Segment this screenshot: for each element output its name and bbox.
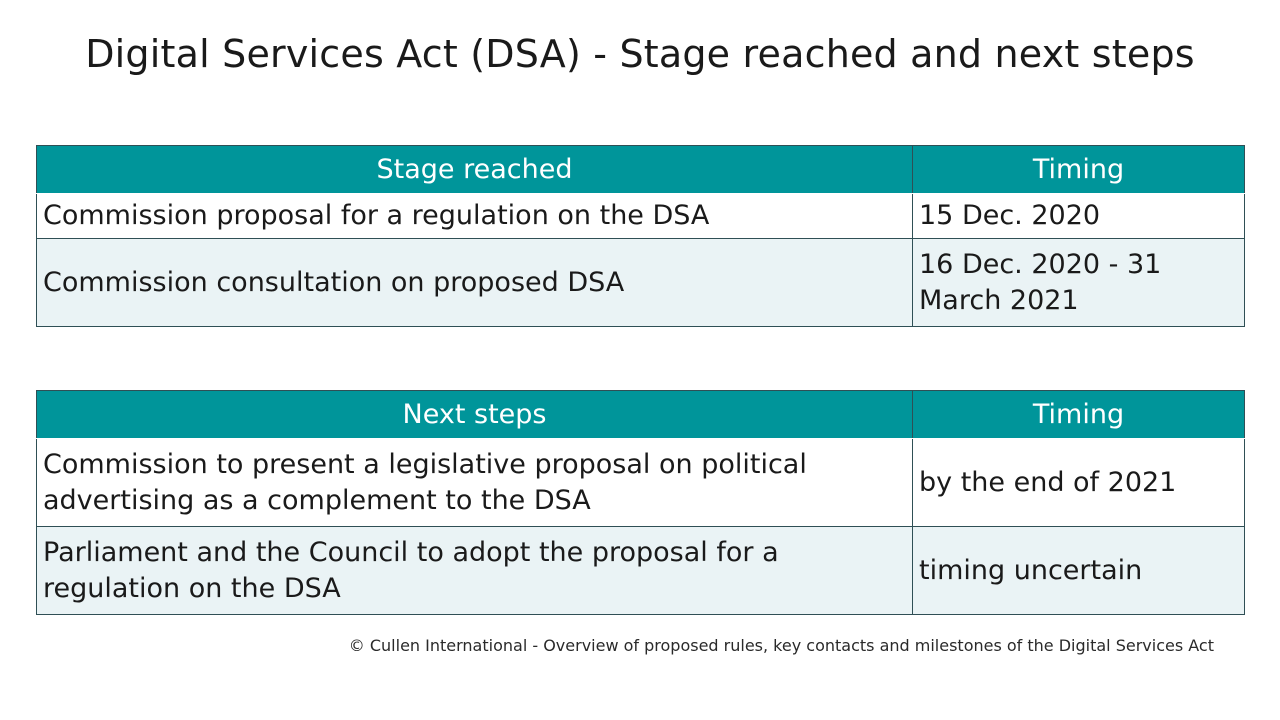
table-row (37, 194, 1245, 239)
copyright-footer: © Cullen International - Overview of proposed rules, key contacts and milestones of the Digital Services Act (348, 636, 1214, 655)
column-header-stage: Stage reached (37, 146, 913, 194)
step-cell: Parliament and the Council to adopt the proposal for a regulation on the DSA (37, 527, 913, 615)
column-header-timing: Timing (913, 146, 1245, 194)
table-header-row (37, 146, 1245, 194)
column-header-next-steps: Next steps (37, 391, 913, 439)
stage-cell: Commission proposal for a regulation on the DSA (37, 194, 913, 239)
table-row (37, 439, 1245, 527)
timing-cell: 15 Dec. 2020 (913, 194, 1245, 239)
table-row (37, 239, 1245, 327)
table-header-row (37, 391, 1245, 439)
step-cell: Commission to present a legislative proposal on political advertising as a complement to the DSA (37, 439, 913, 527)
column-header-timing: Timing (913, 391, 1245, 439)
next-steps-table (36, 390, 1245, 615)
page-title: Digital Services Act (DSA) - Stage reached and next steps (85, 32, 1195, 76)
stage-reached-table (36, 145, 1245, 327)
stage-cell: Commission consultation on proposed DSA (37, 239, 913, 327)
table-row (37, 527, 1245, 615)
timing-cell: by the end of 2021 (913, 439, 1245, 527)
timing-cell: timing uncertain (913, 527, 1245, 615)
timing-cell: 16 Dec. 2020 - 31 March 2021 (913, 239, 1245, 327)
